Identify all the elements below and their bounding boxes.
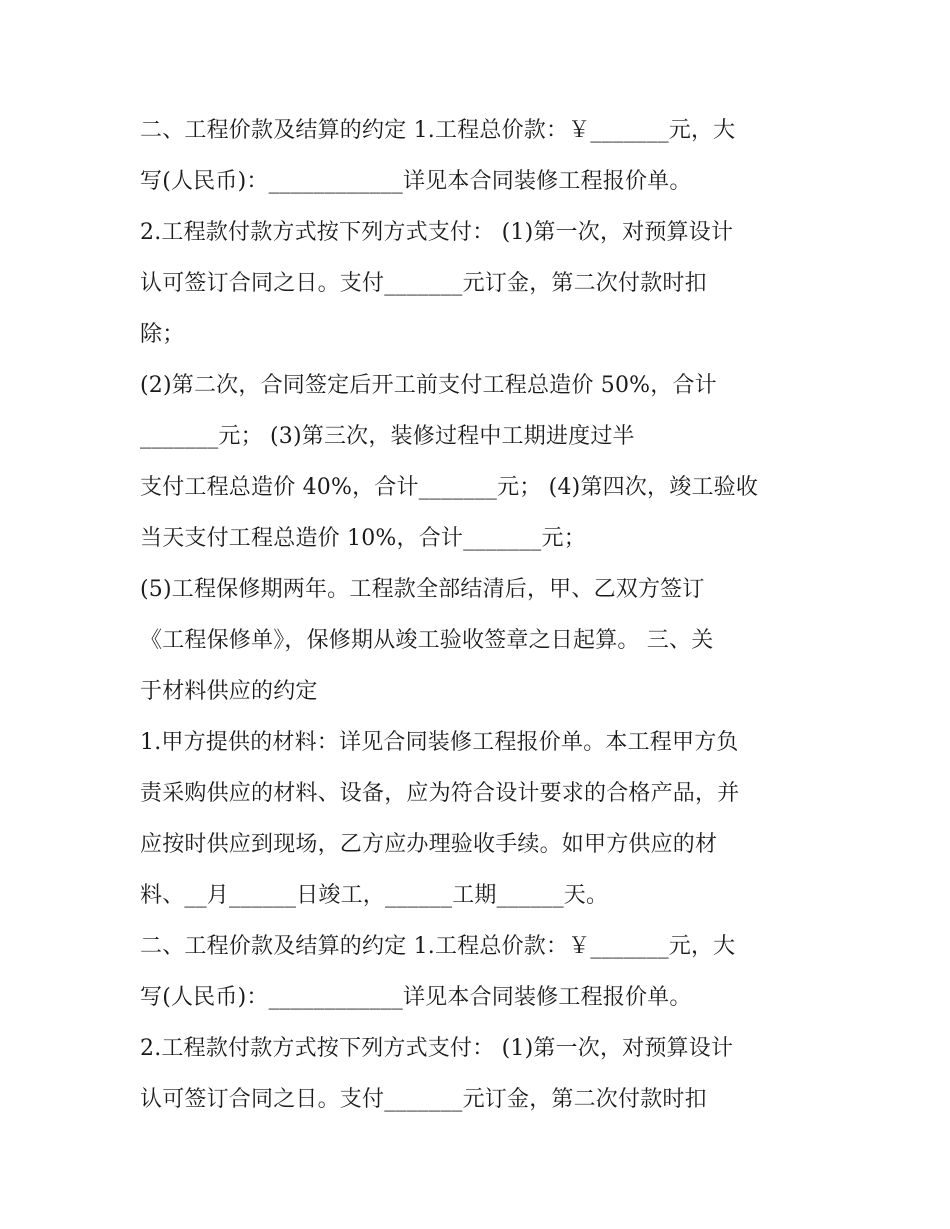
text-line bbox=[0, 564, 950, 615]
text-line-content: 于材料供应的约定 bbox=[140, 679, 318, 704]
text-line bbox=[0, 972, 950, 1023]
text-line bbox=[0, 717, 950, 768]
text-line bbox=[0, 462, 950, 513]
text-line-content: 当天支付工程总造价 10%，合计_______元； bbox=[140, 526, 586, 551]
text-line bbox=[0, 105, 950, 156]
text-line-content: 二、工程价款及结算的约定 1.工程总价款：￥_______元，大 bbox=[140, 118, 736, 143]
text-line bbox=[0, 258, 950, 309]
text-line-content: 2.工程款付款方式按下列方式支付： (1)第一次，对预算设计 bbox=[140, 1036, 734, 1061]
text-line bbox=[0, 360, 950, 411]
text-line bbox=[0, 819, 950, 870]
text-line-content: 写(人民币)：____________详见本合同装修工程报价单。 bbox=[140, 985, 692, 1010]
text-line-content: 写(人民币)：____________详见本合同装修工程报价单。 bbox=[140, 169, 692, 194]
text-line-content: 支付工程总造价 40%，合计_______元； (4)第四次，竣工验收 bbox=[140, 475, 759, 500]
text-line-content: 责采购供应的材料、设备，应为符合设计要求的合格产品，并 bbox=[140, 781, 740, 806]
text-line-content: 料、__月______日竣工，______工期______天。 bbox=[140, 883, 609, 908]
text-line-content: 二、工程价款及结算的约定 1.工程总价款：￥_______元，大 bbox=[140, 934, 736, 959]
text-line-content: 除； bbox=[140, 322, 185, 347]
text-line bbox=[0, 309, 950, 360]
text-line bbox=[0, 156, 950, 207]
text-line bbox=[0, 666, 950, 717]
text-line bbox=[0, 870, 950, 921]
text-line bbox=[0, 207, 950, 258]
text-line-content: 认可签订合同之日。支付_______元订金，第二次付款时扣 bbox=[140, 271, 707, 296]
text-line bbox=[0, 411, 950, 462]
text-line-content: 认可签订合同之日。支付_______元订金，第二次付款时扣 bbox=[140, 1087, 707, 1112]
document-body bbox=[0, 105, 950, 1125]
text-line bbox=[0, 615, 950, 666]
text-line bbox=[0, 1074, 950, 1125]
text-line-content: (5)工程保修期两年。工程款全部结清后，甲、乙双方签订 bbox=[140, 577, 705, 602]
text-line bbox=[0, 768, 950, 819]
text-line-content: 2.工程款付款方式按下列方式支付： (1)第一次，对预算设计 bbox=[140, 220, 734, 245]
text-line bbox=[0, 513, 950, 564]
text-line bbox=[0, 921, 950, 972]
text-line-content: (2)第二次，合同签定后开工前支付工程总造价 50%，合计 bbox=[140, 373, 717, 398]
text-line-content: 1.甲方提供的材料：详见合同装修工程报价单。本工程甲方负 bbox=[140, 730, 739, 755]
text-line-content: 《工程保修单》，保修期从竣工验收签章之日起算。 三、关 bbox=[140, 628, 714, 653]
text-line bbox=[0, 1023, 950, 1074]
text-line-content: 应按时供应到现场，乙方应办理验收手续。如甲方供应的材 bbox=[140, 832, 718, 857]
text-line-content: _______元； (3)第三次，装修过程中工期进度过半 bbox=[140, 424, 635, 449]
